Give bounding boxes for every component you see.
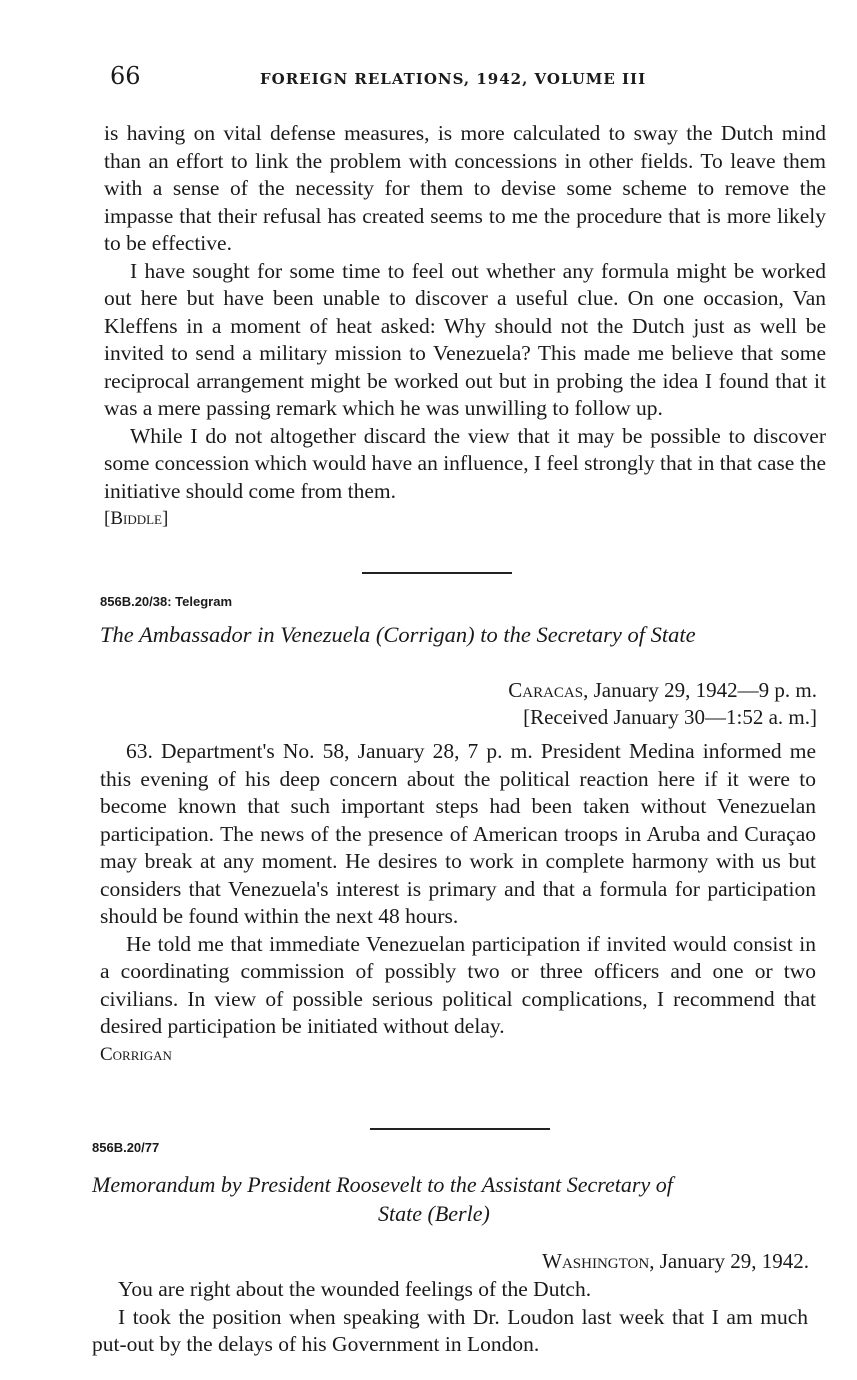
divider-rule — [370, 1128, 550, 1130]
section1-body — [104, 120, 826, 533]
doc3-body — [92, 1276, 808, 1359]
dateline — [542, 1248, 809, 1275]
paragraph: You are right about the wounded feelings of the Dutch. — [118, 1277, 592, 1301]
paragraph: I took the position when speaking with Dr. Loudon last week that I am much put-out by the delays of his Government in London. — [92, 1304, 808, 1356]
page-number: 66 — [110, 62, 141, 90]
dateline — [508, 677, 817, 731]
signature-corrigan: Corrigan — [100, 1043, 172, 1065]
page-header — [110, 62, 820, 94]
paragraph: While I do not altogether discard the view that it may be possible to discover some concession which would have an influence, I feel strongly that in that case the initiative should come from them. — [104, 423, 826, 503]
running-head: FOREIGN RELATIONS, 1942, VOLUME III — [260, 70, 647, 88]
file-number: 856B.20/77 — [92, 1140, 160, 1155]
divider-rule — [362, 572, 512, 574]
paragraph: I have sought for some time to feel out whether any formula might be worked out here but have been unable to discover a useful clue. On one occasion, Van Kleffens in a moment of heat asked: Why should not the Dutch just as well be invited to send a military mission to Venezuela? This made me believe that some reciprocal arrangement might be worked out but in probing the idea I found that it was a mere passing remark which he was unwilling to follow up. — [104, 258, 826, 420]
document-title: The Ambassador in Venezuela (Corrigan) to the Secretary of State — [100, 622, 696, 647]
received-line: [Received January 30—1:52 a. m.] — [523, 705, 817, 729]
signature-biddle: [Biddle] — [104, 508, 169, 529]
dateline-place: Washington — [542, 1249, 650, 1273]
document-title-line2: State (Berle) — [378, 1201, 490, 1226]
dateline-date: , January 29, 1942. — [649, 1249, 809, 1273]
dateline-date: , January 29, 1942—9 p. m. — [583, 678, 817, 702]
doc2-body — [100, 738, 816, 1068]
document-title: Memorandum by President Roosevelt to the Assistant Secretary of — [92, 1172, 673, 1197]
file-number: 856B.20/38: Telegram — [100, 594, 232, 609]
paragraph: is having on vital defense measures, is more calculated to sway the Dutch mind than an effort to link the problem with concessions in other fields. To leave them with a sense of the necessity for them to devise some scheme to remove the impasse that their refusal has created seems to me the procedure that is more likely to be effective. — [104, 121, 826, 255]
paragraph: 63. Department's No. 58, January 28, 7 p. m. President Medina informed me this evening of his deep concern about the political reaction here if it were to become known that such important steps had been taken without Venezuelan participation. The news of the presence of American troops in Aruba and Curaçao may break at any moment. He desires to work in complete harmony with us but considers that Venezuela's interest is primary and that a formula for participation should be found within the next 48 hours. — [100, 739, 816, 928]
paragraph: He told me that immediate Venezuelan participation if invited would consist in a coordinating commission of possibly two or three officers and one or two civilians. In view of possible serious political complications, I recommend that desired participation be initiated without delay. — [100, 931, 816, 1038]
dateline-place: Caracas — [508, 678, 584, 702]
